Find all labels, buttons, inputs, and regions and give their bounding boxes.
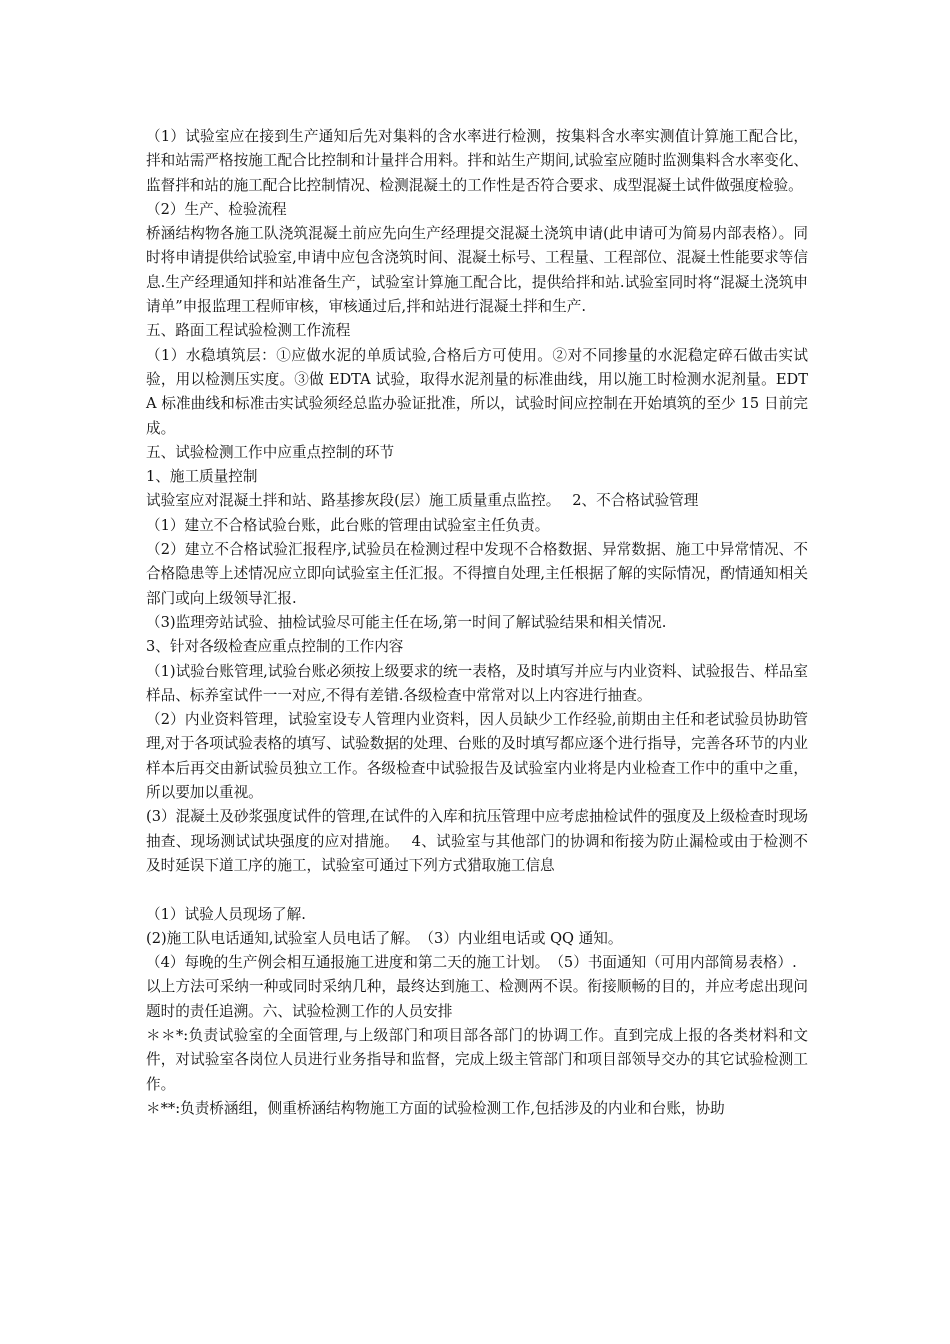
- paragraph-production-meeting: （4）每晚的生产例会相互通报施工进度和第二天的施工计划。 （5）书面通知（可用内部简易表格）.: [146, 954, 797, 972]
- paragraph-coordination-summary: 以上方法可采纳一种或同时采纳几种，最终达到施工、检测两不误。衔接顺畅的目的，并应考虑出现问题时的责任追溯。六、试验检测工作的人员安排: [146, 978, 808, 1020]
- paragraph-lab-moisture-check: （1）试验室应在接到生产通知后先对集料的含水率进行检测，按集料含水率实测值计算施工配合比，拌和站需严格按施工配合比控制和计量拌合用料。拌和站生产期间,试验室应随时监测集料含水率变化、监督拌和站的施工配合比控制情况、检测混凝土的工作性是否符合要求、成型混凝土试件做强度检验。: [146, 128, 808, 194]
- paragraph-field-understanding: （1）试验人员现场了解.: [146, 905, 306, 923]
- paragraph-quality-monitoring: 试验室应对混凝土拌和站、路基掺灰段(层）施工质量重点监控。 2、不合格试验管理: [146, 492, 699, 510]
- subheading-construction-quality-control: 1、施工质量控制: [146, 468, 258, 486]
- paragraph-lab-director-duties: ＊＊*:负责试验室的全面管理,与上级部门和项目部各部门的协调工作。直到完成上报的各类材料和文件，对试验室各岗位人员进行业务指导和监督，完成上级主管部门和项目部领导交办的其它试验检测工作。: [146, 1026, 808, 1093]
- section-heading-key-control-points: 五、试验检测工作中应重点控制的环节: [146, 443, 395, 461]
- subheading-inspection-control-items: 3、针对各级检查应重点控制的工作内容: [146, 638, 404, 656]
- paragraph-supervisor-witness-testing: （3)监理旁站试验、抽检试验尽可能主任在场,第一时间了解试验结果和相关情况.: [146, 613, 667, 631]
- document-body: [146, 125, 808, 1121]
- section-heading-pavement-testing: 五、路面工程试验检测工作流程: [146, 322, 351, 340]
- paragraph-phone-notification: (2)施工队电话通知,试验室人员电话了解。 （3）内业组电话或 QQ 通知。: [146, 929, 623, 947]
- paragraph-specimen-management: (3）混凝土及砂浆强度试件的管理,在试件的入库和抗压管理中应考虑抽检试件的强度及上级检查时现场抽查、现场测试试块强度的应对措施。 4、试验室与其他部门的协调和衔接为防止漏检或由于检测不及时延误下道工序的施工，试验室可通过下列方式猎取施工信息: [146, 808, 808, 874]
- paragraph-cement-stabilized-layer: （1）水稳填筑层：①应做水泥的单质试验,合格后方可使用。②对不同掺量的水泥稳定碎石做击实试验，用以检测压实度。③做 EDTA 试验，取得水泥剂量的标准曲线，用以施工时检测水泥剂量。EDTA 标准曲线和标准击实试验须经总监办验证批准，所以，试验时间应控制在开始填筑的至少 15 日前完成。: [146, 346, 808, 437]
- paragraph-nonconforming-ledger: （1）建立不合格试验台账，此台账的管理由试验室主任负责。: [146, 516, 550, 534]
- paragraph-bridge-team-duties: ＊**:负责桥涵组，侧重桥涵结构物施工方面的试验检测工作,包括涉及的内业和台账，协助: [146, 1099, 725, 1117]
- blank-line: [146, 878, 808, 902]
- paragraph-bridge-concrete-pouring: 桥涵结构物各施工队浇筑混凝土前应先向生产经理提交混凝土浇筑申请(此申请可为简易内部表格）。同时将申请提供给试验室,申请中应包含浇筑时间、混凝土标号、工程量、工程部位、混凝土性能要求等信息.生产经理通知拌和站准备生产，试验室计算施工配合比，提供给拌和站.试验室同时将“混凝土浇筑申请单”申报监理工程师审核，审核通过后,拌和站进行混凝土拌和生产.: [146, 225, 808, 316]
- paragraph-production-inspection-heading: （2）生产、检验流程: [146, 200, 287, 218]
- paragraph-nonconforming-reporting: （2）建立不合格试验汇报程序,试验员在检测过程中发现不合格数据、异常数据、施工中异常情况、不合格隐患等上述情况应立即向试验室主任汇报。不得擅自处理,主任根据了解的实际情况，酌情通知相关部门或向上级领导汇报.: [146, 541, 808, 607]
- paragraph-test-ledger-management: （1)试验台账管理,试验台账必须按上级要求的统一表格，及时填写并应与内业资料、试验报告、样品室样品、标养室试件一一对应,不得有差错.各级检查中常常对以上内容进行抽查。: [146, 662, 808, 704]
- paragraph-internal-records-management: （2）内业资料管理，试验室设专人管理内业资料，因人员缺少工作经验,前期由主任和老试验员协助管理,对于各项试验表格的填写、试验数据的处理、台账的及时填写都应逐个进行指导，完善各环节的内业样本后再交由新试验员独立工作。各级检查中试验报告及试验室内业将是内业检查工作中的重中之重，所以要加以重视。: [146, 711, 808, 802]
